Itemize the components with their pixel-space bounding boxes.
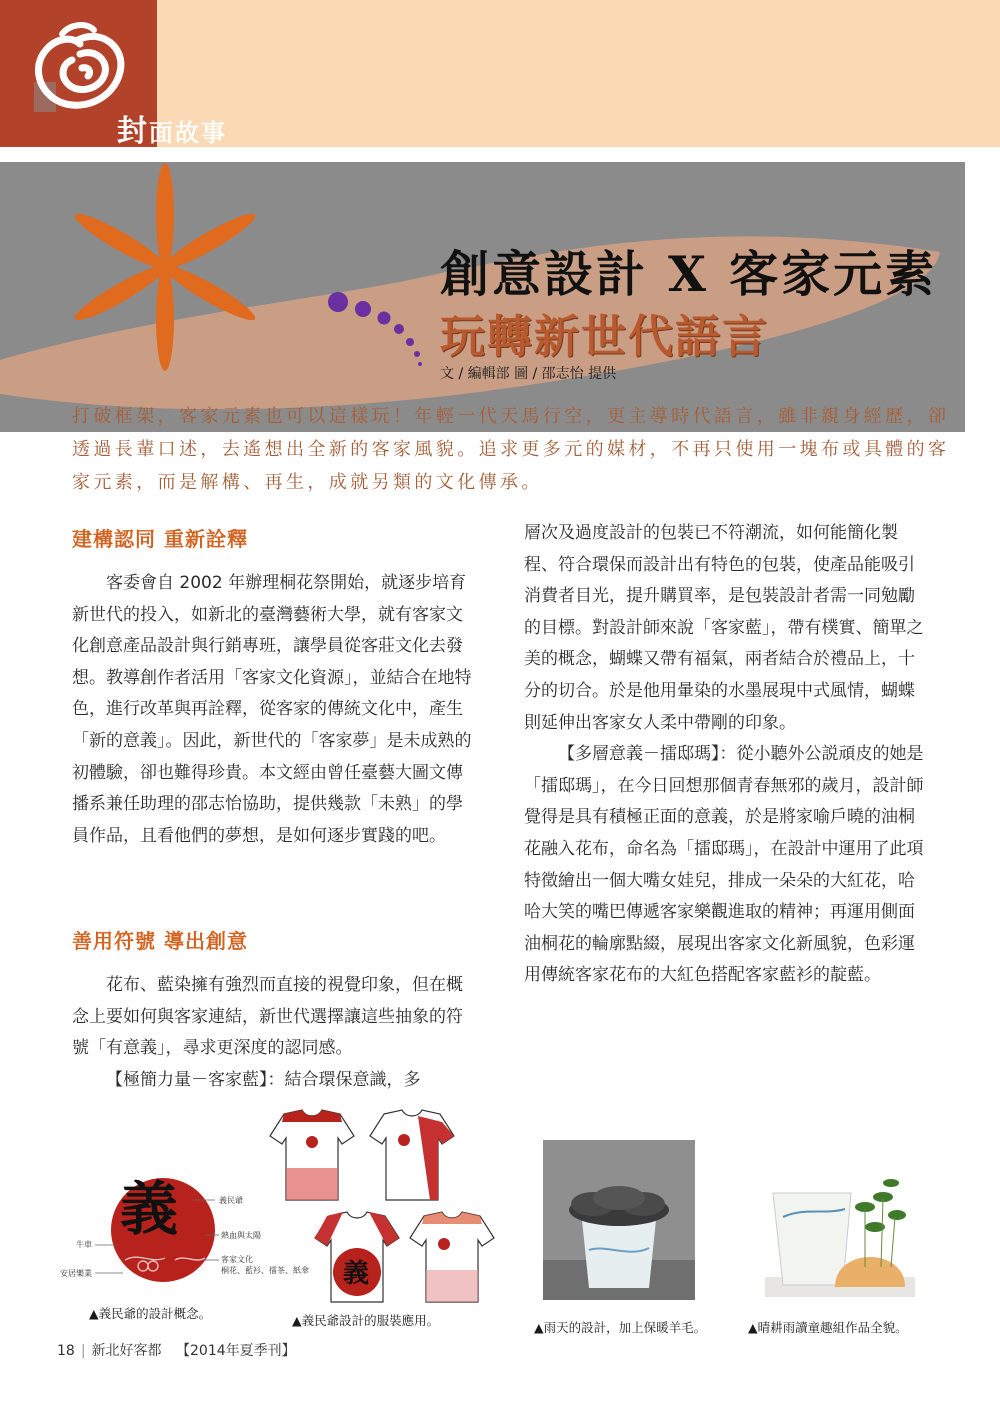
page-number: 18	[57, 1343, 75, 1359]
left-text-2	[72, 970, 476, 1096]
paragraph: 【多層意義－擂邸瑪】：從小聽外公説頑皮的她是「擂邸瑪」，在今日回想那個青春無邪的歲月，設計師覺得是具有積極正面的意義，於是將家喻戶曉的油桐花融入花布，命名為「擂邸瑪」，在設計中運用了此項特徵繪出一個大嘴女娃兒，排成一朵朵的大紅花，哈哈大笑的嘴巴傳遞客家樂觀進取的精神；再運用側面油桐花的輪廓點綴，展現出客家文化新風貌，色彩運用傳統客家花布的大紅色搭配客家藍衫的靛藍。	[524, 744, 924, 986]
photo-cup-set	[765, 1137, 915, 1297]
left-text-1	[72, 568, 476, 852]
paragraph: 花布、藍染擁有強烈而直接的視覺印象，但在概念上要如何與客家連結，新世代選擇讓這些抽象的符號「有意義」，尋求更深度的認同感。	[72, 975, 463, 1059]
section-label	[117, 106, 227, 150]
footer-divider: |	[80, 1343, 86, 1359]
diagram-label: 安居樂業	[60, 1269, 92, 1278]
section-label-rest: 面故事	[149, 119, 227, 147]
photo-rain-cup	[543, 1140, 695, 1300]
section-heading-1: 建構認同 重新詮釋	[72, 527, 248, 551]
diagram-label: 熱血與太陽	[221, 1231, 261, 1240]
lead-paragraph: 打破框架，客家元素也可以這樣玩！年輕一代天馬行空，更主導時代語言，雖非親身經歷，卻透過長輩口述，去遙想出全新的客家風貌。追求更多元的媒材，不再只使用一塊布或具體的客家元素，而是解構、再生，成就另類的文化傳承。	[72, 406, 950, 493]
caption: ▲晴耕雨讀童趣組作品全貌。	[748, 1320, 908, 1335]
section-heading-2: 善用符號 導出創意	[72, 929, 248, 953]
magazine-name: 新北好客都	[91, 1343, 162, 1359]
article-subtitle: 玩轉新世代語言	[440, 310, 770, 363]
caption: ▲義民爺設計的服裝應用。	[292, 1313, 440, 1328]
diagram-char: 義	[343, 1259, 370, 1289]
byline: 文 / 編輯部 圖 / 邵志怡 提供	[440, 366, 617, 382]
article-title: 創意設計 X 客家元素	[440, 245, 938, 303]
issue-label: 【2014年夏季刊】	[176, 1343, 296, 1359]
paragraph: 【極簡力量－客家藍】：結合環保意識，多	[106, 1069, 421, 1090]
caption: ▲雨天的設計，加上保暖羊毛。	[534, 1320, 707, 1335]
diagram-label: 牛車	[76, 1240, 92, 1249]
shirt-icon	[315, 1212, 399, 1302]
shirt-designs	[258, 1108, 498, 1313]
caption: ▲義民爺的設計概念。	[89, 1306, 212, 1321]
shirt-icon	[410, 1212, 494, 1302]
diagram-label: 桐花、藍衫、擂茶、紙傘	[221, 1266, 309, 1275]
rose-logo-icon	[22, 20, 134, 120]
shirt-icon	[370, 1110, 454, 1200]
shirt-icon	[270, 1110, 354, 1200]
diagram-label: 客家文化	[221, 1255, 253, 1264]
paragraph: 客委會自 2002 年辦理桐花祭開始，就逐步培育新世代的投入，如新北的臺灣藝術大學，就有客家文化創意產品設計與行銷專班，讓學員從客莊文化去發想。教導創作者活用「客家文化資源」，並結合在地特色，進行改革與再詮釋，從客家的傳統文化中，產生「新的意義」。因此，新世代的「客家夢」是未成熟的初體驗，卻也難得珍貴。本文經由曾任臺藝大圖文傳播系兼任助理的邵志怡協助，提供幾款「未熟」的學員作品，且看他們的夢想，是如何逐步實踐的吧。	[72, 573, 472, 846]
right-text	[524, 518, 930, 992]
page-footer	[57, 1340, 296, 1360]
section-label-main: 封	[117, 114, 149, 149]
diagram-label: 義民爺	[219, 1196, 243, 1205]
paragraph: 層次及過度設計的包裝已不符潮流，如何能簡化製程、符合環保而設計出有特色的包裝，使產品能吸引消費者目光，提升購買率，是包裝設計者需一同勉勵的目標。對設計師來說「客家藍」，帶有樸實、簡單之美的概念，蝴蝶又帶有福氣，兩者結合於禮品上，十分的切合。於是他用暈染的水墨展現中式風情，蝴蝶則延伸出客家女人柔中帶剛的印象。	[524, 523, 924, 733]
diagram-char: 義	[120, 1175, 179, 1243]
header-band	[157, 0, 1000, 147]
